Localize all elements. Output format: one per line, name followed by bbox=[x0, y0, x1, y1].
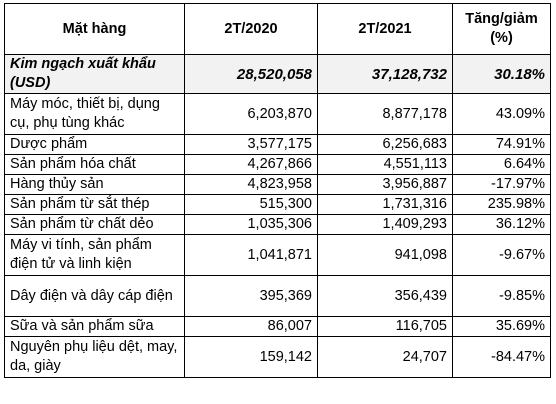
export-table bbox=[4, 3, 551, 378]
row-2020: 4,267,866 bbox=[185, 155, 318, 175]
row-2021: 24,707 bbox=[318, 337, 453, 378]
table-row bbox=[5, 135, 551, 155]
row-2020: 1,041,871 bbox=[185, 235, 318, 276]
row-name: Sữa và sản phẩm sữa bbox=[5, 317, 185, 337]
total-2020: 28,520,058 bbox=[185, 55, 318, 94]
row-name: Máy móc, thiết bị, dụng cụ, phụ tùng khác bbox=[5, 94, 185, 135]
row-2021: 941,098 bbox=[318, 235, 453, 276]
row-2021: 6,256,683 bbox=[318, 135, 453, 155]
row-2021: 1,731,316 bbox=[318, 195, 453, 215]
row-change: -84.47% bbox=[453, 337, 551, 378]
row-change: 6.64% bbox=[453, 155, 551, 175]
table-row bbox=[5, 155, 551, 175]
table-row bbox=[5, 235, 551, 276]
table-row bbox=[5, 215, 551, 235]
row-change: -9.67% bbox=[453, 235, 551, 276]
row-change: -17.97% bbox=[453, 175, 551, 195]
row-name: Dược phẩm bbox=[5, 135, 185, 155]
header-change: Tăng/giảm (%) bbox=[453, 4, 551, 55]
header-2020: 2T/2020 bbox=[185, 4, 318, 55]
row-2021: 4,551,113 bbox=[318, 155, 453, 175]
table-row bbox=[5, 276, 551, 317]
row-2020: 515,300 bbox=[185, 195, 318, 215]
row-change: 35.69% bbox=[453, 317, 551, 337]
total-row bbox=[5, 55, 551, 94]
table-row bbox=[5, 337, 551, 378]
row-change: 36.12% bbox=[453, 215, 551, 235]
row-2021: 356,439 bbox=[318, 276, 453, 317]
table-row bbox=[5, 94, 551, 135]
row-2020: 6,203,870 bbox=[185, 94, 318, 135]
row-2020: 3,577,175 bbox=[185, 135, 318, 155]
row-change: -9.85% bbox=[453, 276, 551, 317]
row-change: 235.98% bbox=[453, 195, 551, 215]
row-2020: 395,369 bbox=[185, 276, 318, 317]
table-row bbox=[5, 175, 551, 195]
row-2021: 3,956,887 bbox=[318, 175, 453, 195]
header-2021: 2T/2021 bbox=[318, 4, 453, 55]
row-change: 43.09% bbox=[453, 94, 551, 135]
row-name: Dây điện và dây cáp điện bbox=[5, 276, 185, 317]
row-2020: 4,823,958 bbox=[185, 175, 318, 195]
row-name: Máy vi tính, sản phẩm điện tử và linh kiện bbox=[5, 235, 185, 276]
table-row bbox=[5, 317, 551, 337]
row-2020: 86,007 bbox=[185, 317, 318, 337]
table-row bbox=[5, 195, 551, 215]
row-name: Nguyên phụ liệu dệt, may, da, giày bbox=[5, 337, 185, 378]
row-2020: 1,035,306 bbox=[185, 215, 318, 235]
header-item: Mặt hàng bbox=[5, 4, 185, 55]
row-name: Sản phẩm từ chất dẻo bbox=[5, 215, 185, 235]
total-change: 30.18% bbox=[453, 55, 551, 94]
row-2021: 116,705 bbox=[318, 317, 453, 337]
row-name: Sản phẩm hóa chất bbox=[5, 155, 185, 175]
row-change: 74.91% bbox=[453, 135, 551, 155]
row-2021: 1,409,293 bbox=[318, 215, 453, 235]
row-2021: 8,877,178 bbox=[318, 94, 453, 135]
header-row bbox=[5, 4, 551, 55]
row-name: Sản phẩm từ sắt thép bbox=[5, 195, 185, 215]
total-2021: 37,128,732 bbox=[318, 55, 453, 94]
total-name: Kim ngạch xuất khẩu (USD) bbox=[5, 55, 185, 94]
row-2020: 159,142 bbox=[185, 337, 318, 378]
row-name: Hàng thủy sản bbox=[5, 175, 185, 195]
